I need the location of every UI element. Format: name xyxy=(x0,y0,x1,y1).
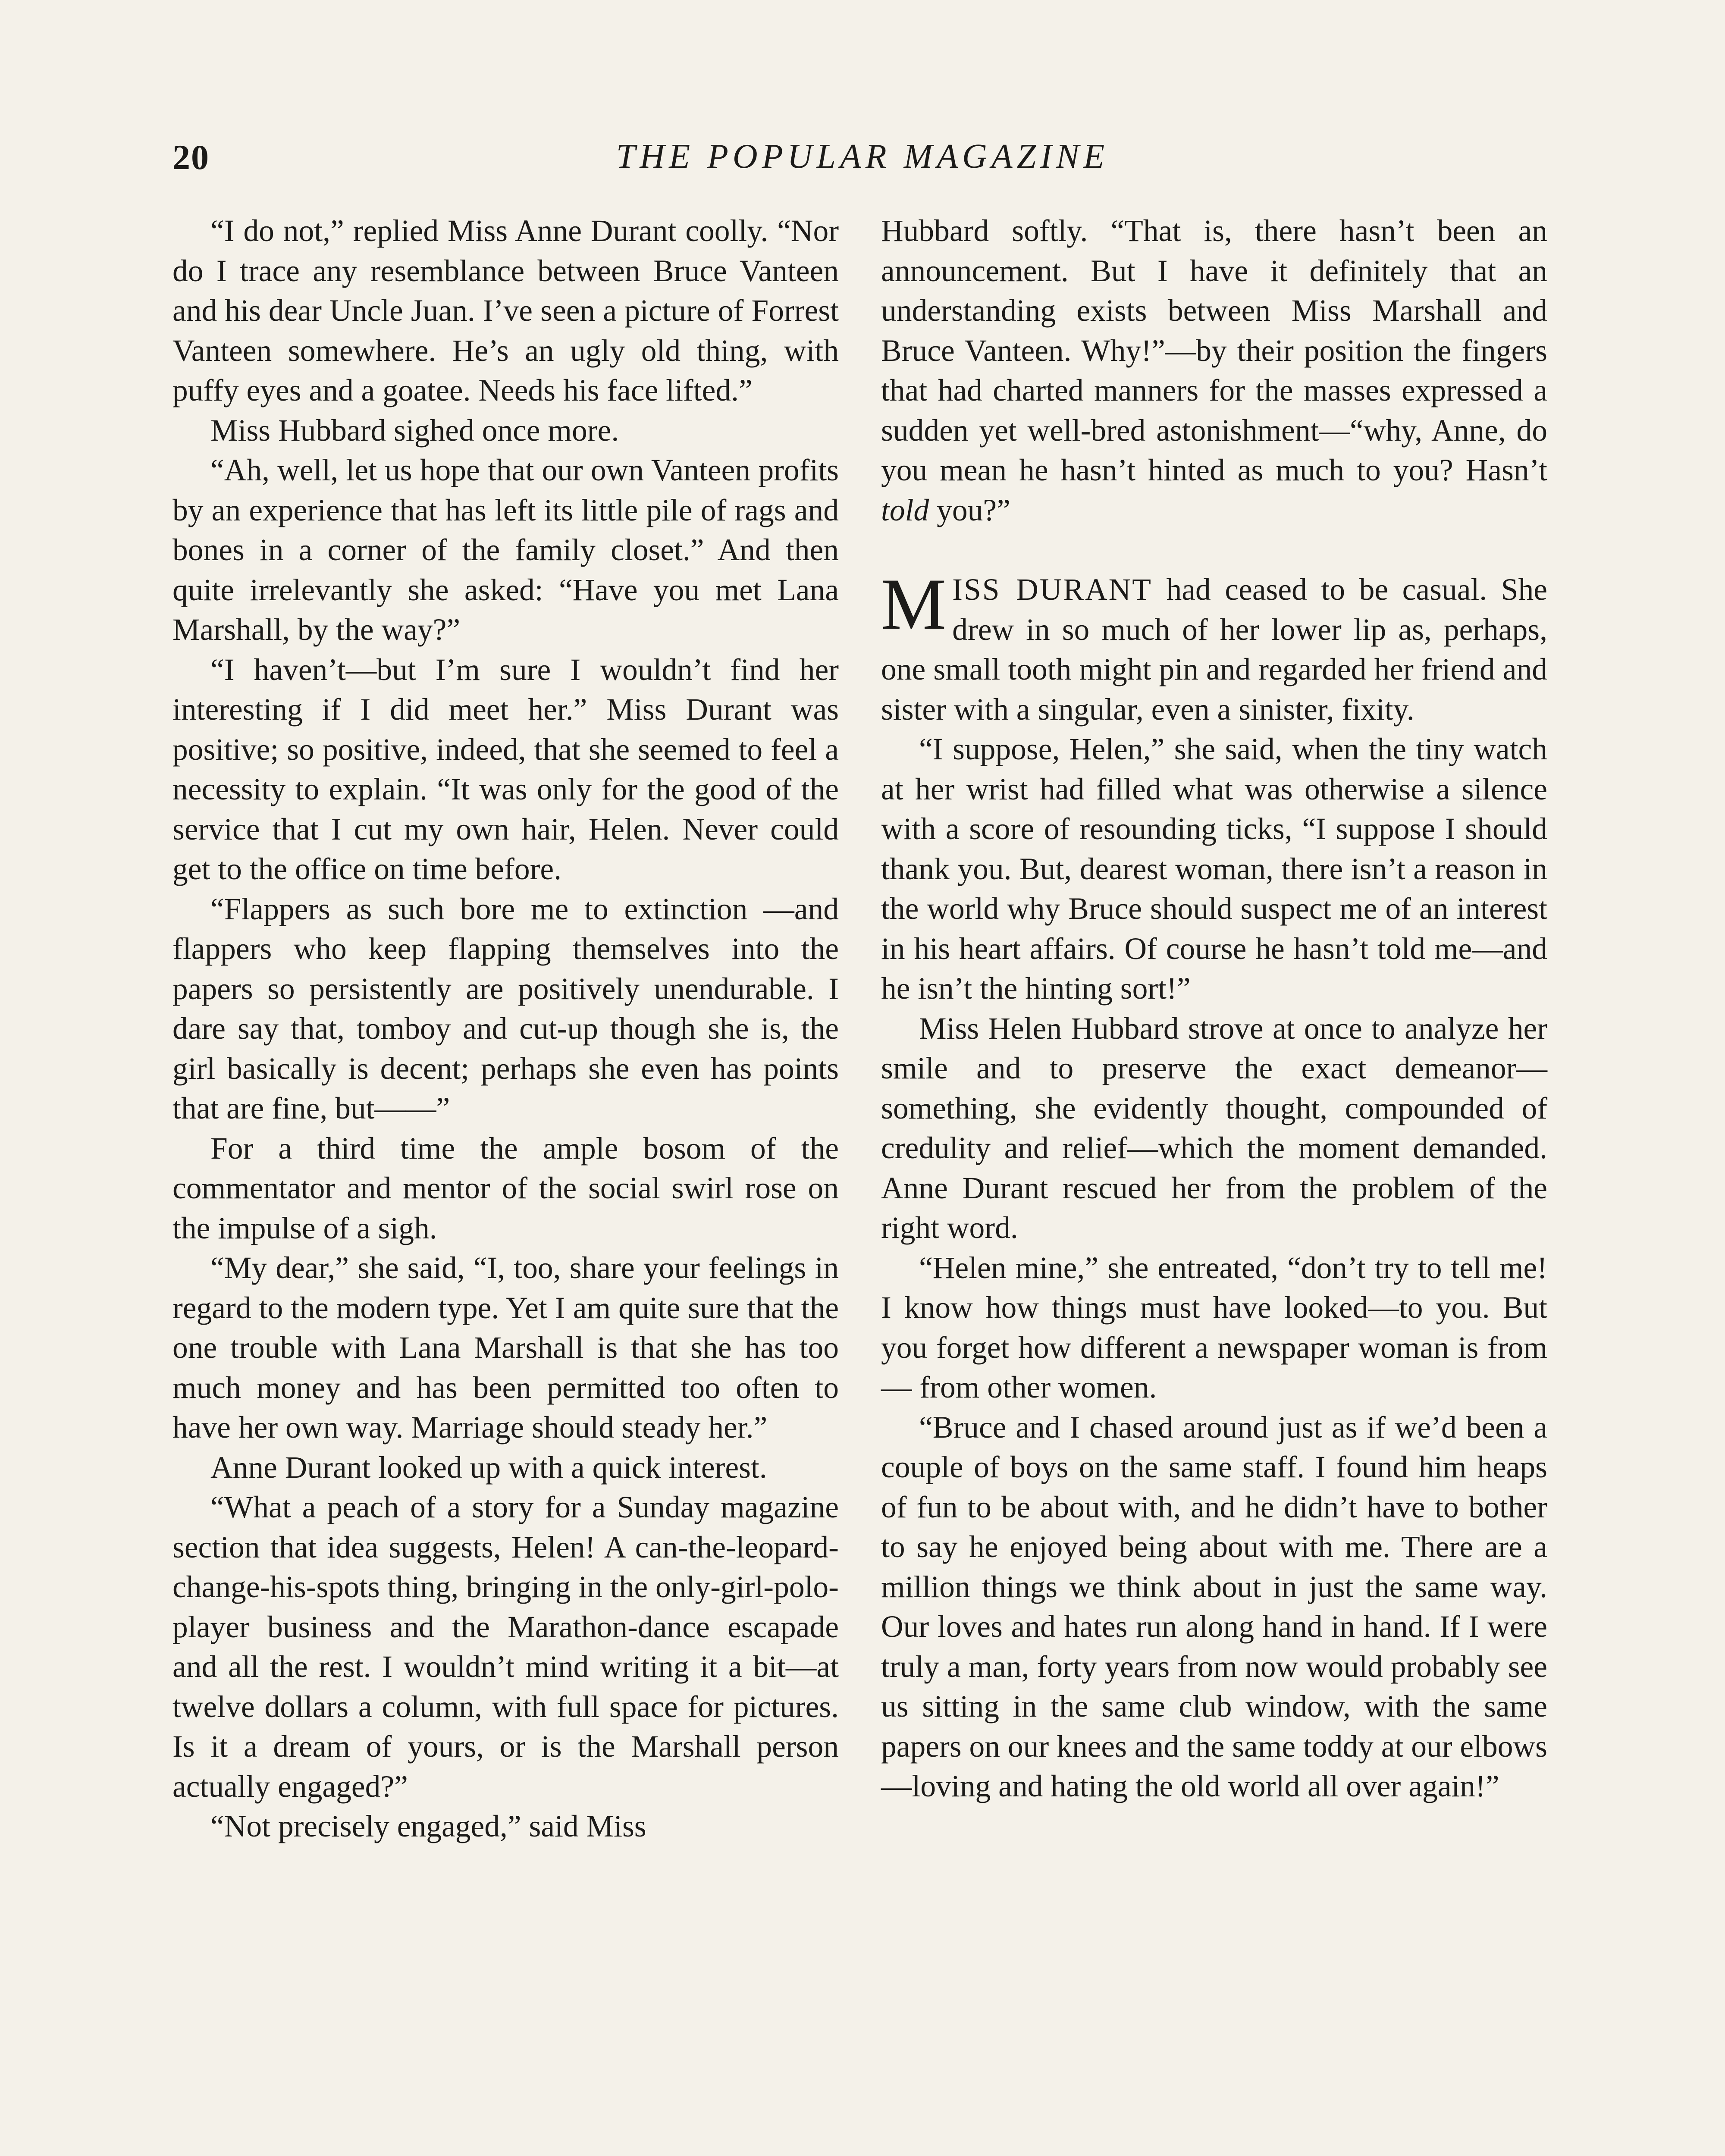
paragraph: “Helen mine,” she entreated, “don’t try to tell me! I know how things must have looked—to you. But you forget how different a newspaper woman is from— from other women. xyxy=(881,1250,1547,1404)
running-title: THE POPULAR MAGAZINE xyxy=(616,138,1109,175)
paragraph: “My dear,” she said, “I, too, share your feelings in regard to the modern type. Yet I am quite sure that the one trouble with Lana Marshall is that she has too much money and has been permitted too often to have her own way. Marriage should steady her.” xyxy=(172,1251,839,1445)
page-number: 20 xyxy=(172,138,210,177)
opening-small-caps: ISS DURANT xyxy=(952,573,1152,607)
drop-cap: M xyxy=(881,564,947,645)
left-column xyxy=(172,211,839,1847)
paragraph: “What a peach of a story for a Sunday magazine section that idea suggests, Helen! A can-the-leopard-change-his-spots thing, bringing in the only-girl-polo-player business and the Marathon-dance escapade and all the rest. I wouldn’t mind writing it a bit—at twelve dollars a column, with full space for pictures. Is it a dream of yours, or is the Marshall person actually engaged?” xyxy=(172,1490,839,1804)
paragraph: “Ah, well, let us hope that our own Vanteen profits by an experience that has left its little pile of rags and bones in a corner of the family closet.” And then quite irrelevantly she asked: “Have you met Lana Marshall, by the way?” xyxy=(172,453,839,647)
continued-text-end: you?” xyxy=(929,493,1010,527)
paragraph: For a third time the ample bosom of the commentator and mentor of the social swirl rose on the impulse of a sigh. xyxy=(172,1131,839,1245)
paragraph: “I do not,” replied Miss Anne Durant coolly. “Nor do I trace any resemblance between Bruce Vanteen and his dear Uncle Juan. I’ve seen a picture of Forrest Vanteen somewhere. He’s an ugly old thing, with puffy eyes and a goatee. Needs his face lifted.” xyxy=(172,214,839,407)
continued-paragraph xyxy=(881,211,1547,530)
italic-word: told xyxy=(881,493,929,527)
opening-text: had ceased to be casual. She drew in so much of her lower lip as, perhaps, one small tooth might pin and regarded her friend and sister with a singular, even a sinister, fixity. xyxy=(881,573,1547,727)
paragraph: “Not precisely engaged,” said Miss xyxy=(210,1809,646,1843)
paragraph: Anne Durant looked up with a quick interest. xyxy=(210,1450,767,1485)
paragraph: “Bruce and I chased around just as if we’d been a couple of boys on the same staff. I found him heaps of fun to be about with, and he didn’t have to bother to say he enjoyed being about with me. There are a million things we think about in just the same way. Our loves and hates run along hand in hand. If I were truly a man, forty years from now would probably see us sitting in the same club window, with the same papers on our knees and the same toddy at our elbows —loving and hating the old world all over again!” xyxy=(881,1410,1547,1803)
continued-text: Hubbard softly. “That is, there hasn’t been an announcement. But I have it definitely that an understanding exists between Miss Marshall and Bruce Vanteen. Why!”—by their position the fingers that had charted manners for the masses expressed a sudden yet well-bred astonishment—“why, Anne, do you mean he hasn’t hinted as much to you? Hasn’t xyxy=(881,214,1547,487)
paragraph: “Flappers as such bore me to extinction —and flappers who keep flapping themselves into the papers so persistently are positively unendurable. I dare say that, tomboy and cut-up though she is, the girl basically is decent; perhaps she even has points that are fine, but——” xyxy=(172,892,839,1125)
page-header xyxy=(172,137,1552,189)
right-column xyxy=(881,211,1547,1807)
paragraph: Miss Hubbard sighed once more. xyxy=(210,413,619,448)
paragraph: “I haven’t—but I’m sure I wouldn’t find her interesting if I did meet her.” Miss Durant was positive; so positive, indeed, that she seemed to feel a necessity to explain. “It was only for the good of the service that I cut my own hair, Helen. Never could get to the office on time before. xyxy=(172,652,839,886)
paragraph: “I suppose, Helen,” she said, when the tiny watch at her wrist had filled what was otherwise a silence with a score of resounding ticks, “I suppose I should thank you. But, dearest woman, there isn’t a reason in the world why Bruce should suspect me of an interest in his heart affairs. Of course he hasn’t told me—and he isn’t the hinting sort!” xyxy=(881,732,1547,1006)
section-opening-paragraph xyxy=(881,564,1547,730)
paragraph: Miss Helen Hubbard strove at once to analyze her smile and to preserve the exact demeanor—something, she evidently thought, compounded of credulity and relief—which the moment demanded. Anne Durant rescued her from the problem of the right word. xyxy=(881,1011,1547,1245)
